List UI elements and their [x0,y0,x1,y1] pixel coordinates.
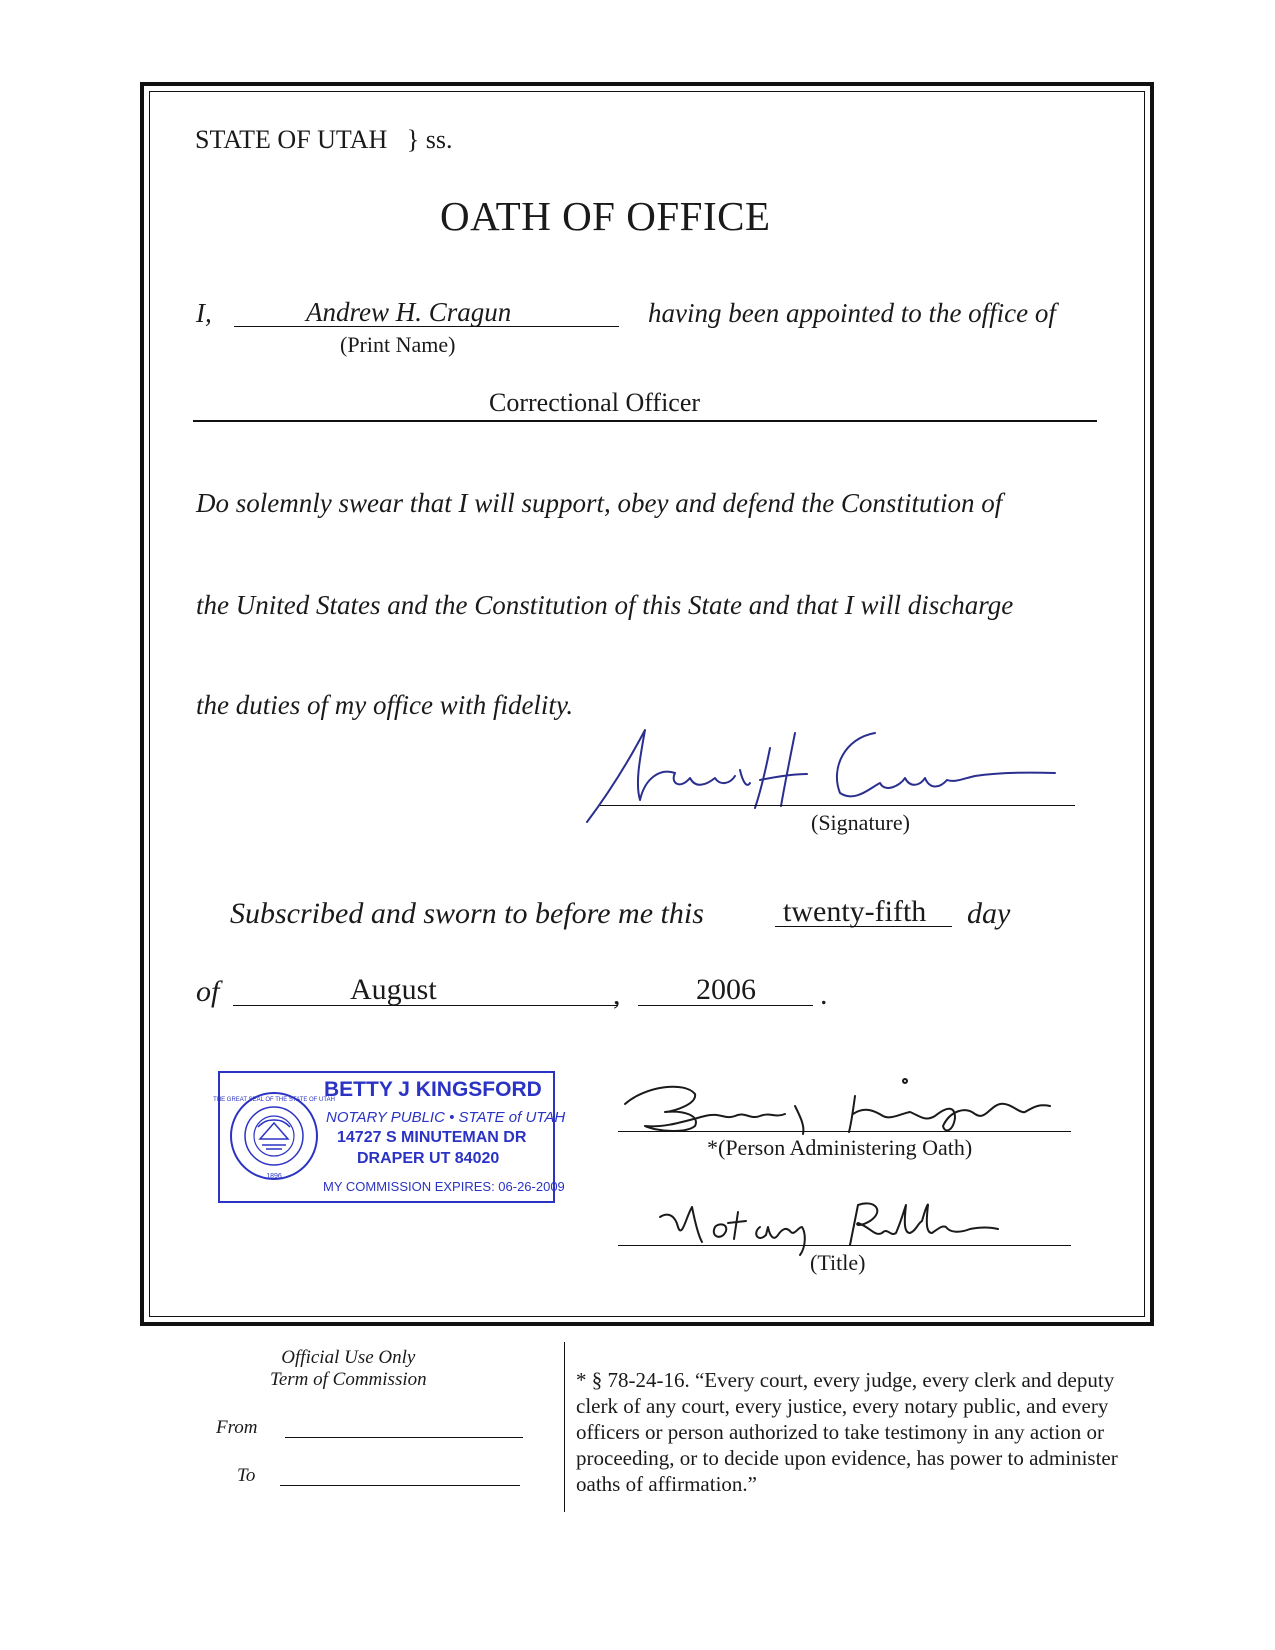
notary-name: BETTY J KINGSFORD [324,1078,542,1101]
commission-expiry: MY COMMISSION EXPIRES: 06-26-2009 [323,1179,565,1194]
notary-title-handwritten [660,1197,1000,1257]
title-line [618,1245,1071,1246]
footer-divider [564,1342,565,1512]
office-underline [193,420,1097,422]
notary-address: 14727 S MINUTEMAN DR [337,1129,527,1146]
notary-city: DRAPER UT 84020 [357,1150,500,1167]
oath-line-2: the United States and the Constitution of this State and that I will discharge [196,590,1014,620]
statute-footnote: * § 78-24-16. “Every court, every judge, every clerk and deputy clerk of any court, every justice, every notary public, and every officers or person authorized to take testimony in any action or proceeding, or to decide upon evidence, has power to administer oaths of affirmation.” [576,1368,1118,1496]
state-heading: STATE OF UTAH } ss. [195,125,453,154]
print-name-label: (Print Name) [340,332,456,357]
notary-stamp [213,1071,566,1203]
svg-text:THE GREAT SEAL OF THE STATE OF: THE GREAT SEAL OF THE STATE OF UTAH [213,1097,335,1103]
to-field[interactable] [280,1485,520,1486]
document-title: OATH OF OFFICE [440,193,771,239]
name-underline [234,326,619,327]
oath-line-1: Do solemnly swear that I will support, obey and defend the Constitution of [196,488,1003,518]
title-label: (Title) [810,1250,866,1275]
term-of-commission-line: Term of Commission [270,1369,427,1390]
office-title: Correctional Officer [489,388,701,417]
administering-label: *(Person Administering Oath) [707,1135,973,1160]
svg-text:1896: 1896 [266,1173,282,1180]
date-period: . [820,978,828,1011]
notary-title: NOTARY PUBLIC • STATE of UTAH [326,1109,566,1126]
from-label: From [216,1417,258,1438]
year-value: 2006 [696,973,756,1006]
from-field[interactable] [285,1437,523,1438]
month-underline [233,1005,618,1006]
notary-signature [625,1076,1055,1136]
subscribed-text: Subscribed and sworn to before me this [230,897,704,930]
day-underline [775,926,952,927]
appointee-signature [585,728,1055,823]
state-seal-icon [213,1087,335,1185]
oath-line-3: the duties of my office with fidelity. [196,690,574,720]
of-label: of [196,975,220,1008]
official-use-heading [270,1347,427,1391]
official-use-line: Official Use Only [281,1347,416,1368]
i-label: I, [196,298,212,328]
day-value: twenty-fifth [783,895,927,928]
to-label: To [237,1465,256,1486]
day-word: day [967,897,1011,930]
appointed-text: having been appointed to the office of [648,298,1056,328]
date-comma: , [613,978,621,1011]
administering-line [618,1131,1071,1132]
signature-line [600,805,1075,806]
signature-label: (Signature) [811,810,910,835]
year-underline [638,1005,813,1006]
appointee-name: Andrew H. Cragun [306,297,512,327]
month-value: August [350,973,437,1006]
